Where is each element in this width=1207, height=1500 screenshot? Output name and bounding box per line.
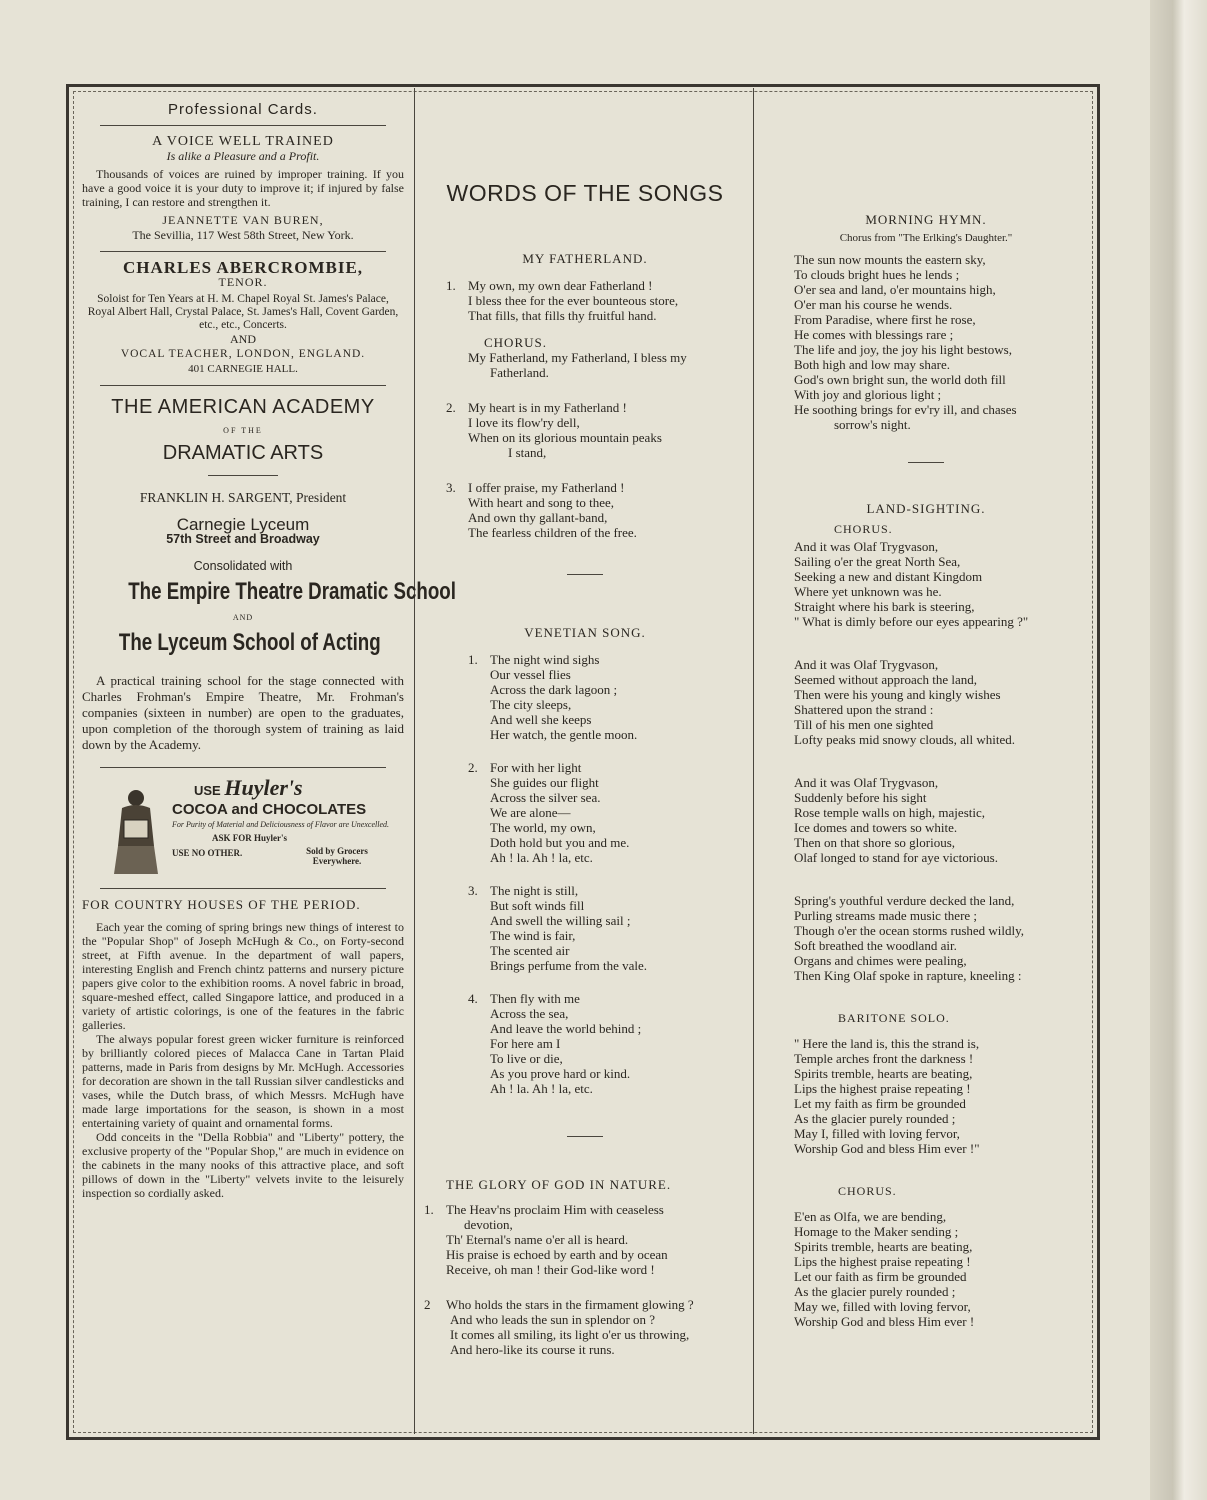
text-line: Across the sea, — [490, 1006, 569, 1021]
text-line: As you prove hard or kind. — [490, 1066, 631, 1081]
text-line: And it was Olaf Trygvason, — [794, 657, 939, 672]
abercrombie-role: TENOR. — [218, 275, 268, 289]
text-line: Straight where his bark is steering, — [794, 599, 975, 614]
ad-brand-logo: Huyler's — [224, 775, 303, 800]
verse-lines — [468, 480, 637, 540]
text-line: Then were his young and kingly wishes — [794, 687, 1001, 702]
text-line: The life and joy, the joy his light bestows, — [794, 342, 1012, 357]
song2-title: VENETIAN SONG. — [524, 625, 646, 640]
hymn-title: MORNING HYMN. — [865, 212, 987, 227]
text-line: Worship God and bless Him ever !" — [794, 1141, 980, 1156]
song1-verse-1 — [424, 278, 746, 323]
text-line: Seemed without approach the land, — [794, 672, 978, 687]
text-line: Then fly with me — [490, 991, 580, 1006]
text-line: Where yet unknown was he. — [794, 584, 942, 599]
abercrombie-card — [82, 260, 404, 377]
page-gutter-shade — [1150, 0, 1207, 1500]
text-line: That fills, that fills thy fruitful hand. — [468, 308, 657, 323]
column-rule-right — [753, 88, 754, 1434]
text-line: As the glacier purely rounded ; — [794, 1284, 956, 1299]
verse-number: 1. — [446, 278, 456, 293]
column-advertisements — [82, 92, 456, 1432]
verse-lines — [446, 1202, 668, 1277]
text-line: Lofty peaks mid snowy clouds, all whited. — [794, 732, 1015, 747]
verse-number: 2. — [468, 760, 478, 775]
text-line: " What is dimly before our eyes appearing ?" — [794, 614, 1029, 629]
text-line: And who leads the sun in splendor on ? — [450, 1312, 656, 1327]
huylers-advertisement — [82, 775, 404, 880]
professional-cards-title: Professional Cards. — [168, 101, 318, 118]
text-line: Who holds the stars in the firmament glowing ? — [446, 1297, 694, 1312]
text-line: May I, filled with loving fervor, — [794, 1126, 960, 1141]
text-line: O'er sea and land, o'er mountains high, — [794, 282, 996, 297]
verse-number: 1. — [424, 1202, 434, 1217]
column-rule-left — [414, 88, 415, 1434]
song2-verse-1 — [424, 652, 746, 742]
text-line: Ice domes and towers so white. — [794, 820, 958, 835]
text-line: As the glacier purely rounded ; — [794, 1111, 956, 1126]
text-line: Spirits tremble, hearts are beating, — [794, 1066, 973, 1081]
academy-card — [82, 396, 456, 753]
country-paragraph-1: Each year the coming of spring brings new things of interest to the "Popular Shop" of Joseph McHugh & Co., on Forty-second street, at Fifth avenue. In the department of wall papers, interesting English and French chintz patterns and nursery picture papers give color to the exhibition rooms. A novel fabric in broad, square-meshed effect, called Singapore lattice, and produced in a variety of artistic colorings, is one of the features in the fabric galleries. — [82, 920, 404, 1032]
text-line: Then King Olaf spoke in rapture, kneeling : — [794, 968, 1022, 983]
text-line: Across the dark lagoon ; — [490, 682, 618, 697]
voice-name: JEANNETTE VAN BUREN, — [162, 213, 324, 227]
academy-title: THE AMERICAN ACADEMY — [111, 396, 375, 418]
verse-lines — [490, 991, 641, 1096]
country-paragraph-2: The always popular forest green wicker furniture is reinforced by brilliantly colored pieces of Malacca Cane in Tartan Plaid patterns, made in Paris from designs by Mr. McHugh. Accessories for decoration are shown in the tall Russian silver candlesticks and vases, while the Dutch brass, of which Messrs. McHugh have made large importations for the season, is shown in a most entertaining variety of quaint and ornamental forms. — [82, 1032, 404, 1130]
song2-verse-4 — [424, 991, 746, 1096]
text-line: Our vessel flies — [490, 667, 571, 682]
divider — [100, 888, 386, 889]
divider — [567, 574, 603, 575]
text-line: Soft breathed the woodland air. — [794, 938, 957, 953]
text-line: Till of his men one sighted — [794, 717, 934, 732]
chorus-lines — [468, 350, 746, 380]
text-line: And it was Olaf Trygvason, — [794, 539, 939, 554]
abercrombie-and: AND — [230, 332, 256, 346]
academy-body: A practical training school for the stage connected with Charles Frohman's Empire Theatre, Mr. Frohman's companies (sixteen in number) are open to the graduates, upon completion of the thorough system of training as laid down by the Academy. — [82, 673, 404, 752]
abercrombie-hall: 401 CARNEGIE HALL. — [188, 363, 298, 375]
verse-number: 1. — [468, 652, 478, 667]
academy-school-lyceum: The Lyceum School of Acting — [118, 629, 381, 656]
song1-title: MY FATHERLAND. — [522, 251, 648, 266]
songs-title: WORDS OF THE SONGS — [446, 180, 724, 206]
land-stanza-3 — [794, 775, 1090, 865]
text-line: Shattered upon the strand : — [794, 702, 934, 717]
text-line: Let our faith as firm be grounded — [794, 1269, 967, 1284]
text-line: With joy and glorious light ; — [794, 387, 942, 402]
text-line: To live or die, — [490, 1051, 563, 1066]
text-line: The world, my own, — [490, 820, 596, 835]
text-line: devotion, — [464, 1217, 513, 1232]
ad-use-no-other: USE NO OTHER. — [172, 848, 243, 858]
voice-card — [82, 134, 404, 243]
verse-lines — [490, 760, 629, 865]
text-line: When on its glorious mountain peaks — [468, 430, 662, 445]
text-line: The fearless children of the free. — [468, 525, 637, 540]
academy-subtitle: DRAMATIC ARTS — [162, 442, 324, 464]
verse-lines — [490, 652, 637, 742]
text-line: Homage to the Maker sending ; — [794, 1224, 959, 1239]
text-line: Suddenly before his sight — [794, 790, 927, 805]
text-line: And hero-like its course it runs. — [450, 1342, 615, 1357]
text-line: God's own bright sun, the world doth fill — [794, 372, 1006, 387]
text-line: Spring's youthful verdure decked the land, — [794, 893, 1015, 908]
country-houses-article — [82, 897, 404, 1200]
academy-school-empire: The Empire Theatre Dramatic School — [128, 578, 456, 605]
academy-of: OF THE — [223, 426, 263, 435]
ad-product: COCOA and CHOCOLATES — [172, 801, 367, 818]
text-line: Lips the highest praise repeating ! — [794, 1081, 971, 1096]
divider — [908, 462, 944, 463]
text-line: The city sleeps, — [490, 697, 572, 712]
text-line: Rose temple walls on high, majestic, — [794, 805, 985, 820]
text-line: Worship God and bless Him ever ! — [794, 1314, 975, 1329]
text-line: But soft winds fill — [490, 898, 585, 913]
text-line: Though o'er the ocean storms rushed wildly, — [794, 923, 1025, 938]
academy-street: 57th Street and Broadway — [166, 532, 320, 546]
hymn-lines — [762, 252, 1090, 432]
land-title: LAND-SIGHTING. — [866, 501, 986, 516]
ad-use: USE — [194, 783, 221, 798]
text-line: With heart and song to thee, — [468, 495, 615, 510]
ad-sold: Sold by Grocers Everywhere. — [306, 846, 368, 866]
divider — [567, 1136, 603, 1137]
ad-ask: ASK FOR Huyler's — [212, 833, 288, 843]
song1-verse-3 — [424, 480, 746, 540]
text-line: The night wind sighs — [490, 652, 600, 667]
verse-number: 3. — [446, 480, 456, 495]
divider — [100, 125, 386, 126]
text-line: And well she keeps — [490, 712, 592, 727]
song1-chorus-label: CHORUS. — [484, 335, 547, 350]
text-line: The Heav'ns proclaim Him with ceaseless — [446, 1202, 664, 1217]
column-songs-2 — [762, 92, 1090, 1432]
country-title: FOR COUNTRY HOUSES OF THE PERIOD. — [82, 897, 361, 912]
text-line: Ah ! la. Ah ! la, etc. — [490, 850, 593, 865]
text-line: Her watch, the gentle moon. — [490, 727, 638, 742]
land-stanza-1 — [794, 539, 1090, 629]
text-line: Purling streams made music there ; — [794, 908, 978, 923]
academy-venue: Carnegie Lyceum — [176, 515, 310, 534]
academy-consolidated: Consolidated with — [193, 559, 293, 573]
text-line: Spirits tremble, hearts are beating, — [794, 1239, 973, 1254]
text-line: Brings perfume from the vale. — [490, 958, 648, 973]
song2-verse-3 — [424, 883, 746, 973]
text-line: The night is still, — [490, 883, 579, 898]
text-line: Sailing o'er the great North Sea, — [794, 554, 961, 569]
voice-heading: A VOICE WELL TRAINED — [152, 134, 334, 149]
text-line: His praise is echoed by earth and by ocean — [446, 1247, 668, 1262]
text-line: And swell the willing sail ; — [490, 913, 631, 928]
divider — [100, 385, 386, 386]
verse-lines — [490, 883, 647, 973]
text-line: My own, my own dear Fatherland ! — [468, 278, 653, 293]
final-chorus-lines — [794, 1209, 1090, 1329]
text-line: Doth hold but you and me. — [490, 835, 630, 850]
vendor-figure-illustration — [108, 786, 164, 876]
text-line: Both high and low may share. — [794, 357, 950, 372]
country-paragraph-3: Odd conceits in the "Della Robbia" and "Liberty" pottery, the exclusive property of the "Popular Shop," are much in evidence on the cabinets in the many nooks of this attractive place, and soft pillows of down in the "Liberty" velvets invite to the leisurely inspection so cordially asked. — [82, 1130, 404, 1200]
song1-chorus — [424, 350, 746, 380]
text-line: Th' Eternal's name o'er all is heard. — [446, 1232, 629, 1247]
text-line: Olaf longed to stand for aye victorious. — [794, 850, 998, 865]
text-line: And own thy gallant-band, — [468, 510, 608, 525]
text-line: Then on that shore so glorious, — [794, 835, 956, 850]
text-line: The scented air — [490, 943, 570, 958]
voice-subheading: Is alike a Pleasure and a Profit. — [166, 149, 320, 163]
abercrombie-teacher: VOCAL TEACHER, LONDON, ENGLAND. — [120, 348, 366, 360]
text-line: May we, filled with loving fervor, — [794, 1299, 971, 1314]
voice-address: The Sevillia, 117 West 58th Street, New York. — [132, 228, 354, 242]
text-line: For with her light — [490, 760, 582, 775]
academy-president: FRANKLIN H. SARGENT, President — [139, 490, 347, 505]
text-line: sorrow's night. — [834, 417, 911, 432]
verse-number: 2 — [424, 1297, 431, 1312]
song3-verse-2 — [424, 1297, 746, 1357]
text-line: I love its flow'ry dell, — [468, 415, 580, 430]
text-line: To clouds bright hues he lends ; — [794, 267, 960, 282]
text-line: " Here the land is, this the strand is, — [794, 1036, 980, 1051]
text-line: Receive, oh man ! their God-like word ! — [446, 1262, 655, 1277]
land-stanza-4 — [794, 893, 1090, 983]
text-line: He comes with blessings rare ; — [794, 327, 954, 342]
verse-number: 3. — [468, 883, 478, 898]
text-line: The sun now mounts the eastern sky, — [794, 252, 986, 267]
divider — [100, 251, 386, 252]
text-line: I bless thee for the ever bounteous store, — [468, 293, 679, 308]
land-stanza-2 — [794, 657, 1090, 747]
baritone-lines — [794, 1036, 1090, 1156]
text-line: Let my faith as firm be grounded — [794, 1096, 966, 1111]
hymn-verse — [794, 252, 1090, 432]
verse-number: 4. — [468, 991, 478, 1006]
song3-verse-1 — [424, 1202, 746, 1277]
divider — [100, 767, 386, 768]
text-line: From Paradise, where first he rose, — [794, 312, 976, 327]
text-line: My Fatherland, my Fatherland, I bless my — [468, 350, 687, 365]
text-line: My heart is in my Fatherland ! — [468, 400, 627, 415]
text-line: O'er man his course he wends. — [794, 297, 953, 312]
text-line: He soothing brings for ev'ry ill, and chases — [794, 402, 1017, 417]
text-line: I offer praise, my Fatherland ! — [468, 480, 625, 495]
academy-and: AND — [232, 613, 254, 622]
text-line: Seeking a new and distant Kingdom — [794, 569, 983, 584]
divider — [208, 475, 278, 476]
abercrombie-body: Soloist for Ten Years at H. M. Chapel Royal St. James's Palace, Royal Albert Hall, Crystal Palace, St. James's Hall, Covent Garden, etc., etc., Concerts. — [87, 293, 399, 331]
column-songs-1 — [424, 92, 746, 1432]
verse-lines — [468, 400, 662, 460]
baritone-label: BARITONE SOLO. — [838, 1011, 950, 1025]
text-line: Organs and chimes were pealing, — [794, 953, 967, 968]
abercrombie-name: CHARLES ABERCROMBIE, — [122, 258, 364, 277]
text-line: For here am I — [490, 1036, 561, 1051]
song3-title: THE GLORY OF GOD IN NATURE. — [446, 1177, 672, 1192]
text-line: I stand, — [508, 445, 547, 460]
text-line: And it was Olaf Trygvason, — [794, 775, 939, 790]
voice-body: Thousands of voices are ruined by improper training. If you have a good voice it is your duty to improve it; if injured by false training, I can restore and strengthen it. — [82, 167, 404, 209]
text-line: The wind is fair, — [490, 928, 576, 943]
verse-lines — [446, 1297, 694, 1357]
text-line: She guides our flight — [490, 775, 599, 790]
song1-verse-2 — [424, 400, 746, 460]
text-line: It comes all smiling, its light o'er us throwing, — [450, 1327, 690, 1342]
text-line: And leave the world behind ; — [490, 1021, 642, 1036]
text-line: Ah ! la. Ah ! la, etc. — [490, 1081, 593, 1096]
text-line: Across the silver sea. — [490, 790, 601, 805]
text-line: E'en as Olfa, we are bending, — [794, 1209, 947, 1224]
final-chorus-label: CHORUS. — [838, 1184, 897, 1198]
verse-number: 2. — [446, 400, 456, 415]
text-line: Lips the highest praise repeating ! — [794, 1254, 971, 1269]
text-line: Temple arches front the darkness ! — [794, 1051, 974, 1066]
text-line: Fatherland. — [490, 365, 549, 380]
hymn-subtitle: Chorus from "The Erlking's Daughter." — [839, 232, 1013, 244]
text-line: We are alone— — [490, 805, 571, 820]
land-chorus-label: CHORUS. — [834, 522, 893, 536]
song2-verse-2 — [424, 760, 746, 865]
ad-purity: For Purity of Material and Deliciousness of Flavor are Unexcelled. — [172, 820, 389, 829]
verse-lines — [468, 278, 678, 323]
